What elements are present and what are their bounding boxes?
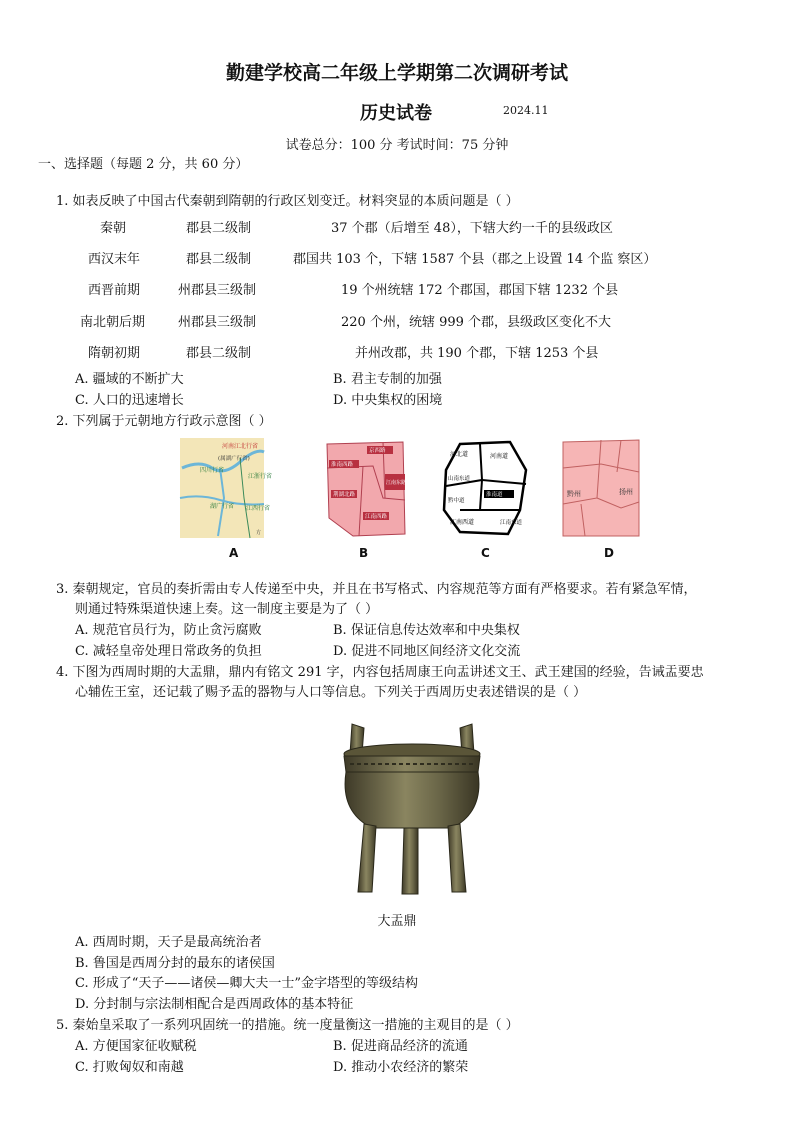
option-d[interactable]: D. 中央集权的困境 bbox=[333, 393, 443, 408]
question-5-stem: 5. 秦始皇采取了一系列巩固统一的措施。统一度量衡这一措施的主观目的是（ ） bbox=[56, 1018, 519, 1033]
table-cell: 南北朝后期 bbox=[80, 315, 146, 330]
option-b[interactable]: B. 保证信息传达效率和中央集权 bbox=[333, 623, 520, 638]
table-cell: 郡县二级制 bbox=[186, 252, 252, 267]
table-cell: 37 个郡（后增至 48），下辖大约一千的县级政区 bbox=[331, 221, 613, 236]
map-label-a[interactable]: A bbox=[229, 546, 239, 560]
map-label: 河南道 bbox=[490, 453, 509, 460]
table-cell: 郡国共 103 个，下辖 1587 个县（郡之上设置 14 个监 察区） bbox=[293, 252, 657, 267]
map-label: 京西路 bbox=[369, 448, 386, 454]
table-cell: 秦朝 bbox=[100, 221, 127, 236]
option-b[interactable]: B. 君主专制的加强 bbox=[333, 372, 442, 387]
map-label: 扬州 bbox=[619, 488, 633, 496]
map-label: 湖广行省 bbox=[210, 503, 235, 510]
option-c[interactable]: C. 形成了“天子——诸侯—卿大夫一士”金字塔型的等级结构 bbox=[75, 976, 419, 991]
map-label: (属湖广行省) bbox=[218, 456, 250, 462]
table-cell: 郡县二级制 bbox=[186, 346, 252, 361]
option-c[interactable]: C. 人口的迅速增长 bbox=[75, 393, 184, 408]
map-label: 黔中道 bbox=[448, 498, 465, 504]
map-label: 淮南道 bbox=[486, 492, 503, 498]
option-b[interactable]: B. 鲁国是西周分封的最东的诸侯国 bbox=[75, 956, 275, 971]
map-label: 江南西路 bbox=[365, 514, 388, 520]
map-label: 黔州 bbox=[567, 490, 581, 498]
map-label: 江浙行省 bbox=[248, 473, 273, 480]
option-c[interactable]: C. 减轻皇帝处理日常政务的负担 bbox=[75, 644, 262, 659]
option-b[interactable]: B. 促进商品经济的流通 bbox=[333, 1039, 468, 1054]
map-label: 淮南西路 bbox=[331, 462, 354, 468]
option-a[interactable]: A. 方便国家征收赋税 bbox=[75, 1039, 197, 1054]
option-d[interactable]: D. 促进不同地区间经济文化交流 bbox=[333, 644, 521, 659]
map-label-c[interactable]: C bbox=[481, 546, 490, 560]
section-heading: 一、选择题（每题 2 分，共 60 分） bbox=[38, 157, 249, 172]
map-label: 江西行省 bbox=[246, 505, 271, 512]
ding-leg bbox=[448, 824, 466, 892]
table-cell: 州郡县三级制 bbox=[178, 283, 257, 298]
map-label: 荆湖北路 bbox=[333, 492, 356, 498]
ding-body bbox=[345, 772, 479, 828]
table-cell: 西汉末年 bbox=[88, 252, 141, 267]
map-label: 河北道 bbox=[450, 451, 469, 458]
table-cell: 郡县二级制 bbox=[186, 221, 252, 236]
map-c-image bbox=[440, 440, 530, 538]
table-cell: 19 个州统辖 172 个郡国，郡国下辖 1232 个县 bbox=[341, 283, 619, 298]
option-a[interactable]: A. 疆域的不断扩大 bbox=[75, 372, 184, 387]
map-a-image bbox=[180, 438, 273, 538]
question-2-stem: 2. 下列属于元朝地方行政示意图（ ） bbox=[56, 414, 272, 429]
map-label: 江南西道 bbox=[450, 519, 475, 526]
map-b-image bbox=[323, 438, 407, 538]
exam-title: 勤建学校高二年级上学期第二次调研考试 bbox=[225, 62, 568, 84]
map-d-image bbox=[561, 438, 641, 538]
map-label: 方 bbox=[256, 530, 262, 536]
table-cell: 州郡县三级制 bbox=[178, 315, 257, 330]
map-label: 河南江北行省 bbox=[222, 443, 259, 450]
option-a[interactable]: A. 规范官员行为，防止贪污腐败 bbox=[75, 623, 262, 638]
map-label: 四川行省 bbox=[200, 467, 225, 474]
subject-title: 历史试卷 bbox=[360, 103, 432, 124]
question-4-stem-continued: 心辅佐王室，还记载了赐予盂的器物与人口等信息。下列关于西周历史表述错误的是（ ） bbox=[75, 685, 587, 700]
map-label: 江南东路 bbox=[386, 480, 407, 486]
ding-leg bbox=[402, 828, 418, 894]
da-yu-ding-image bbox=[336, 716, 488, 896]
table-cell: 隋朝初期 bbox=[88, 346, 141, 361]
ding-leg bbox=[358, 824, 376, 892]
exam-date: 2024.11 bbox=[503, 104, 549, 117]
table-cell: 西晋前期 bbox=[88, 283, 141, 298]
question-1-stem: 1. 如表反映了中国古代秦朝到隋朝的行政区划变迁。材料突显的本质问题是（ ） bbox=[56, 194, 519, 209]
image-caption: 大盂鼎 bbox=[377, 914, 417, 929]
question-4-stem: 4. 下图为西周时期的大盂鼎，鼎内有铭文 291 字，内容包括周康王向盂讲述文王、武王建国的经验，告诫盂要忠 bbox=[56, 665, 704, 680]
table-cell: 并州改郡，共 190 个郡，下辖 1253 个县 bbox=[355, 346, 599, 361]
option-c[interactable]: C. 打败匈奴和南越 bbox=[75, 1060, 184, 1075]
map-label-b[interactable]: B bbox=[359, 546, 369, 560]
option-d[interactable]: D. 推动小农经济的繁荣 bbox=[333, 1060, 469, 1075]
question-3-stem: 3. 秦朝规定，官员的奏折需由专人传递至中央，并且在书写格式、内容规范等方面有严格要求。若有紧急军情， bbox=[56, 582, 697, 597]
option-d[interactable]: D. 分封制与宗法制相配合是西周政体的基本特征 bbox=[75, 997, 354, 1012]
map-label: 江南东道 bbox=[500, 520, 523, 526]
question-3-stem-continued: 则通过特殊渠道快速上奏。这一制度主要是为了（ ） bbox=[75, 602, 379, 617]
table-cell: 220 个州，统辖 999 个郡，县级政区变化不大 bbox=[341, 315, 612, 330]
map-label-d[interactable]: D bbox=[604, 546, 614, 560]
map-label: 山南东道 bbox=[448, 476, 471, 482]
exam-info: 试卷总分：100 分 考试时间：75 分钟 bbox=[285, 138, 509, 153]
option-a[interactable]: A. 西周时期，天子是最高统治者 bbox=[75, 935, 262, 950]
